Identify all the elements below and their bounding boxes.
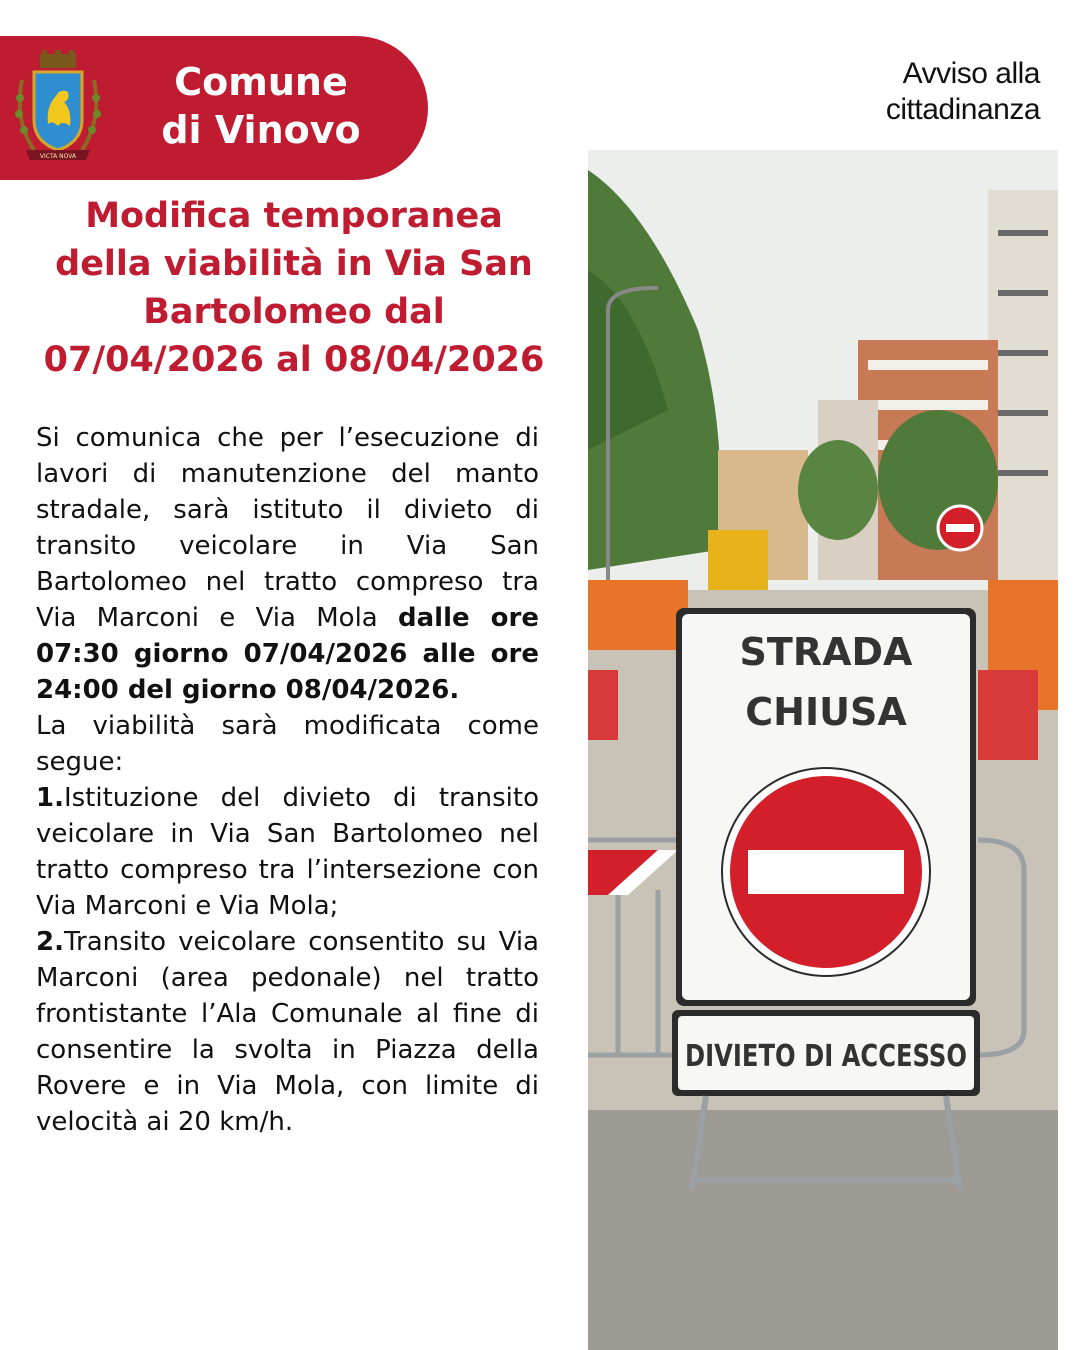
road-closed-illustration [588,150,1058,1350]
notice-title-line3: Bartolomeo dal [143,292,445,332]
change-item-1-number: 1. [36,783,64,813]
municipality-name-line1: Comune [174,60,348,104]
notice-title-line1: Modifica temporanea [85,196,503,236]
municipality-name-line2: di Vinovo [161,108,361,152]
intro-paragraph [36,420,539,708]
intro-text: Si comunica che per l’esecuzione di lavori di manutenzione del manto stradale, sarà istituto il divieto di transito veicolare in Via San Bartolomeo nel tratto compreso tra Via Marconi e Via Mola [36,423,539,633]
notice-label [800,56,1040,128]
notice-title [14,192,574,384]
sign-bottom-text: DIVIETO DI ACCESSO [685,1039,967,1074]
changes-heading: La viabilità sarà modificata come segue: [36,711,539,777]
change-item-1 [36,780,539,924]
municipality-header [0,36,428,180]
notice-title-line4: 07/04/2026 al 08/04/2026 [43,340,545,380]
change-item-2-text: Transito veicolare consentito su Via Marconi (area pedonale) nel tratto frontistante l’Ala Comunale al fine di consentire la svolta in Piazza della Rovere e in Via Mola, con limite di velocità ai 20 km/h. [36,927,539,1137]
change-item-1-text: Istituzione del divieto di transito veicolare in Via San Bartolomeo nel tratto compreso tra l’intersezione con Via Marconi e Via Mola; [36,783,539,921]
municipal-crest-icon [12,50,104,168]
municipality-name [126,58,396,154]
notice-label-line1: Avviso alla [902,57,1040,90]
sign-text-line2: CHIUSA [745,690,907,734]
intro-dates: dalle ore 07:30 giorno 07/04/2026 alle ore 24:00 del giorno 08/04/2026. [36,603,539,705]
change-item-2-number: 2. [36,927,64,957]
notice-title-line2: della viabilità in Via San [55,244,533,284]
road-closed-photo [588,150,1058,1350]
change-item-2 [36,924,539,1140]
notice-label-line2: cittadinanza [885,93,1040,126]
notice-body [36,420,539,1140]
sign-text-line1: STRADA [739,630,913,674]
svg-text:VICTA NOVA: VICTA NOVA [39,153,77,160]
